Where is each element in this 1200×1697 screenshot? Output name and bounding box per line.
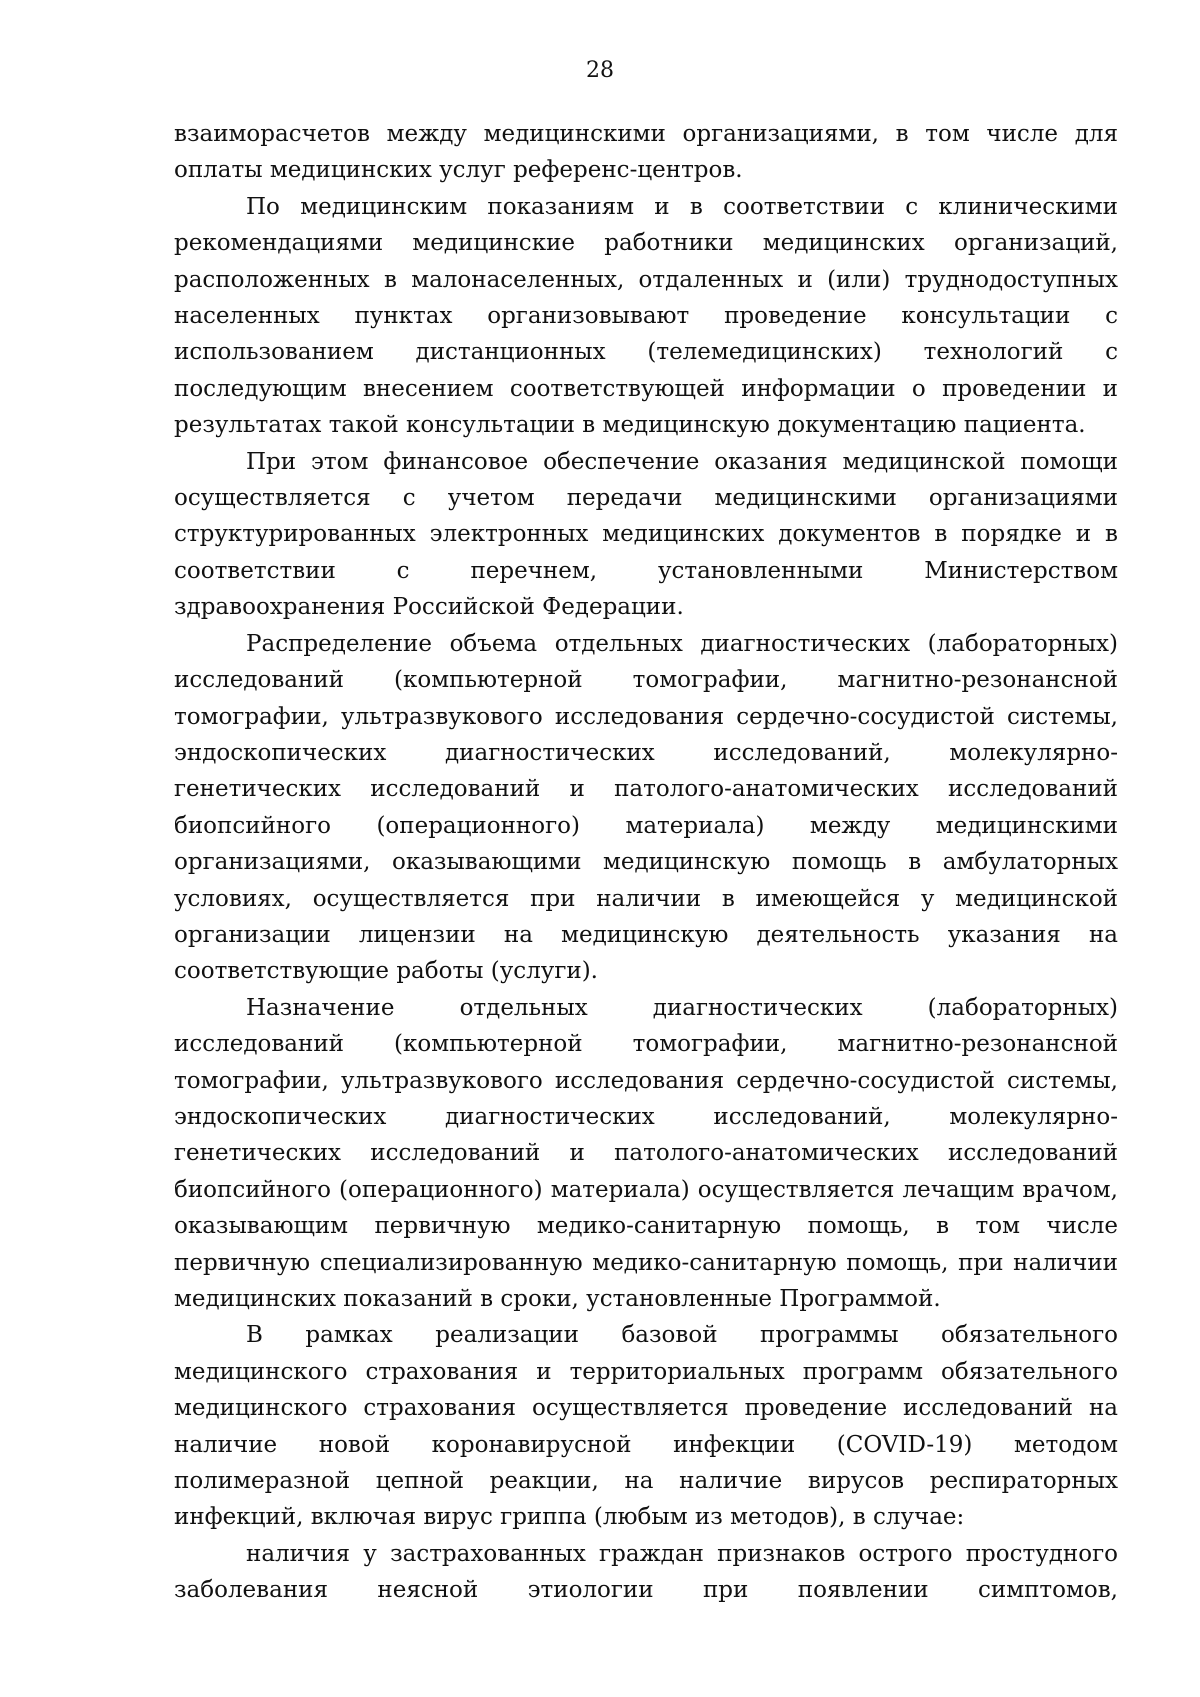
document-body — [174, 116, 1118, 1609]
paragraph-distribution-of-research: Распределение объема отдельных диагностических (лабораторных) исследований (компьютерной томографии, магнитно-резонансной томографии, ультразвукового исследования сердечно-сосудистой системы, эндоскопических диагностических исследований, молекулярно-генетических исследований и патолого-анатомических исследований биопсийного (операционного) материала) между медицинскими организациями, оказывающими медицинскую помощь в амбулаторных условиях, осуществляется при наличии в имеющейся у медицинской организации лицензии на медицинскую деятельность указания на соответствующие работы (услуги). — [174, 630, 1118, 985]
paragraph-appointment-of-research: Назначение отдельных диагностических (лабораторных) исследований (компьютерной томографии, магнитно-резонансной томографии, ультразвукового исследования сердечно-сосудистой системы, эндоскопических диагностических исследований, молекулярно-генетических исследований и патолого-анатомических исследований биопсийного (операционного) материала) осуществляется лечащим врачом, оказывающим первичную медико-санитарную помощь, в том числе первичную специализированную медико-санитарную помощь, при наличии медицинских показаний в сроки, установленные Программой. — [174, 994, 1118, 1312]
paragraph-financial-support: При этом финансовое обеспечение оказания медицинской помощи осуществляется с учетом передачи медицинскими организациями структурированных электронных медицинских документов в порядке и в соответствии с перечнем, установленными Министерством здравоохранения Российской Федерации. — [174, 448, 1118, 621]
paragraph-symptoms-condition: наличия у застрахованных граждан признаков острого простудного заболевания неясной этиологии при появлении симптомов, — [174, 1540, 1118, 1604]
paragraph-telemedicine-consultations: По медицинским показаниям и в соответствии с клиническими рекомендациями медицинские работники медицинских организаций, расположенных в малонаселенных, отдаленных и (или) труднодоступных населенных пунктах организовывают проведение консультации с использованием дистанционных (телемедицинских) технологий с последующим внесением соответствующей информации о проведении и результатах такой консультации в медицинскую документацию пациента. — [174, 193, 1118, 439]
page-number: 28 — [586, 58, 614, 83]
paragraph-continuation: взаиморасчетов между медицинскими организациями, в том числе для оплаты медицинских услуг референс-центров. — [174, 121, 1118, 184]
paragraph-covid-testing: В рамках реализации базовой программы обязательного медицинского страхования и территориальных программ обязательного медицинского страхования осуществляется проведение исследований на наличие новой коронавирусной инфекции (COVID-19) методом полимеразной цепной реакции, на наличие вирусов респираторных инфекций, включая вирус гриппа (любым из методов), в случае: — [174, 1322, 1118, 1531]
